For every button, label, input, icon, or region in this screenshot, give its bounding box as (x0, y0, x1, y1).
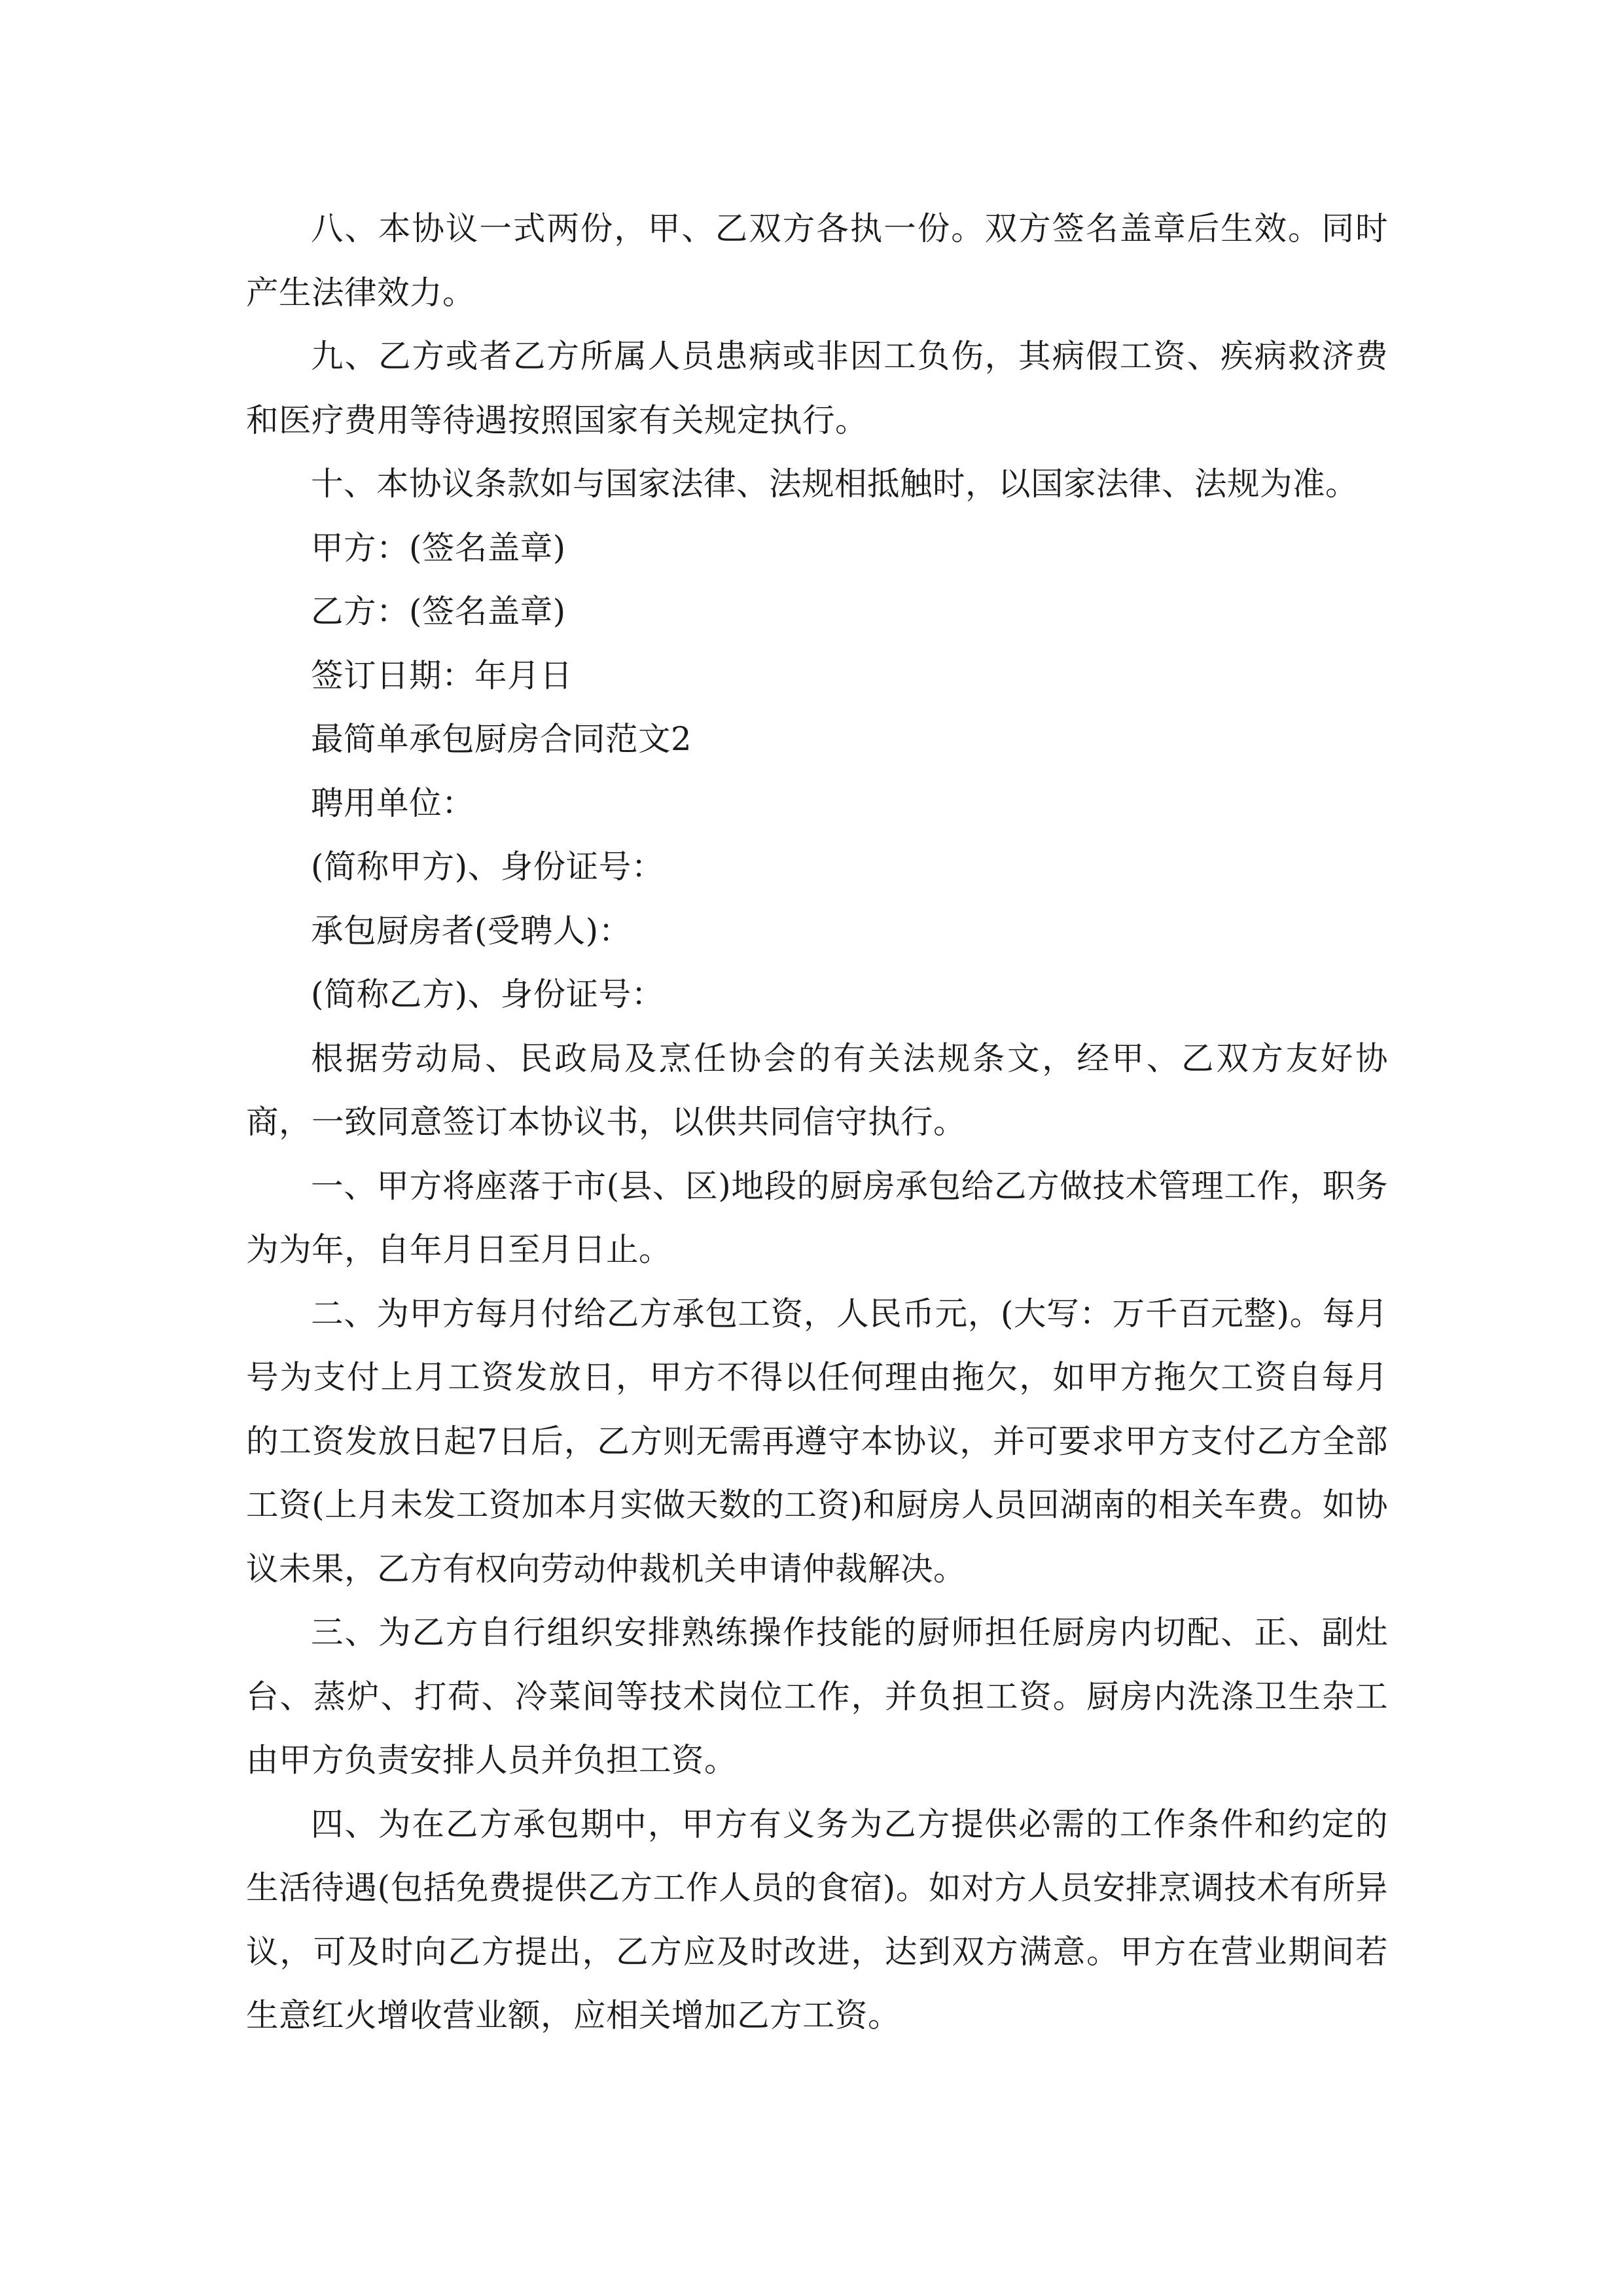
clause-nine: 九、乙方或者乙方所属人员患病或非因工负伤，其病假工资、疾病救济费和医疗费用等待遇按照国家有关规定执行。 (246, 337, 1388, 439)
signing-date-line: 签订日期：年月日 (311, 656, 573, 694)
contractor-line: 承包厨房者(受聘人)： (311, 911, 632, 950)
clause-ten: 十、本协议条款如与国家法律、法规相抵触时，以国家法律、法规为准。 (311, 465, 1358, 503)
party-b-signature-line: 乙方：(签名盖章) (311, 592, 566, 630)
clause-four: 四、为在乙方承包期中，甲方有义务为乙方提供必需的工作条件和约定的生活待遇(包括免费提供乙方工作人员的食宿)。如对方人员安排烹调技术有所异议，可及时向乙方提出，乙方应及时改进，达到双方满意。甲方在营业期间若生意红火增收营业额，应相关增加乙方工资。 (246, 1804, 1388, 2034)
clause-three: 三、为乙方自行组织安排熟练操作技能的厨师担任厨房内切配、正、副灶台、蒸炉、打荷、冷菜间等技术岗位工作，并负担工资。厨房内洗涤卫生杂工由甲方负责安排人员并负担工资。 (246, 1613, 1388, 1779)
section-title: 最简单承包厨房合同范文2 (311, 720, 692, 758)
document-body (246, 197, 1388, 2048)
party-a-signature-line: 甲方：(签名盖章) (311, 528, 566, 567)
preamble-paragraph: 根据劳动局、民政局及烹任协会的有关法规条文，经甲、乙双方友好协商，一致同意签订本协议书，以供共同信守执行。 (246, 1039, 1388, 1141)
clause-one: 一、甲方将座落于市(县、区)地段的厨房承包给乙方做技术管理工作，职务为为年，自年月日至月日止。 (246, 1166, 1388, 1268)
party-b-id-line: (简称乙方)、身份证号： (311, 975, 664, 1013)
party-a-id-line: (简称甲方)、身份证号： (311, 848, 664, 886)
clause-eight: 八、本协议一式两份，甲、乙双方各执一份。双方签名盖章后生效。同时产生法律效力。 (246, 209, 1388, 312)
employer-line: 聘用单位： (311, 783, 474, 822)
clause-two: 二、为甲方每月付给乙方承包工资，人民币元，(大写：万千百元整)。每月号为支付上月工资发放日，甲方不得以任何理由拖欠，如甲方拖欠工资自每月的工资发放日起7日后，乙方则无需再遵守本协议，并可要求甲方支付乙方全部工资(上月未发工资加本月实做天数的工资)和厨房人员回湖南的相关车费。如协议未果，乙方有权向劳动仲裁机关申请仲裁解决。 (246, 1294, 1388, 1588)
